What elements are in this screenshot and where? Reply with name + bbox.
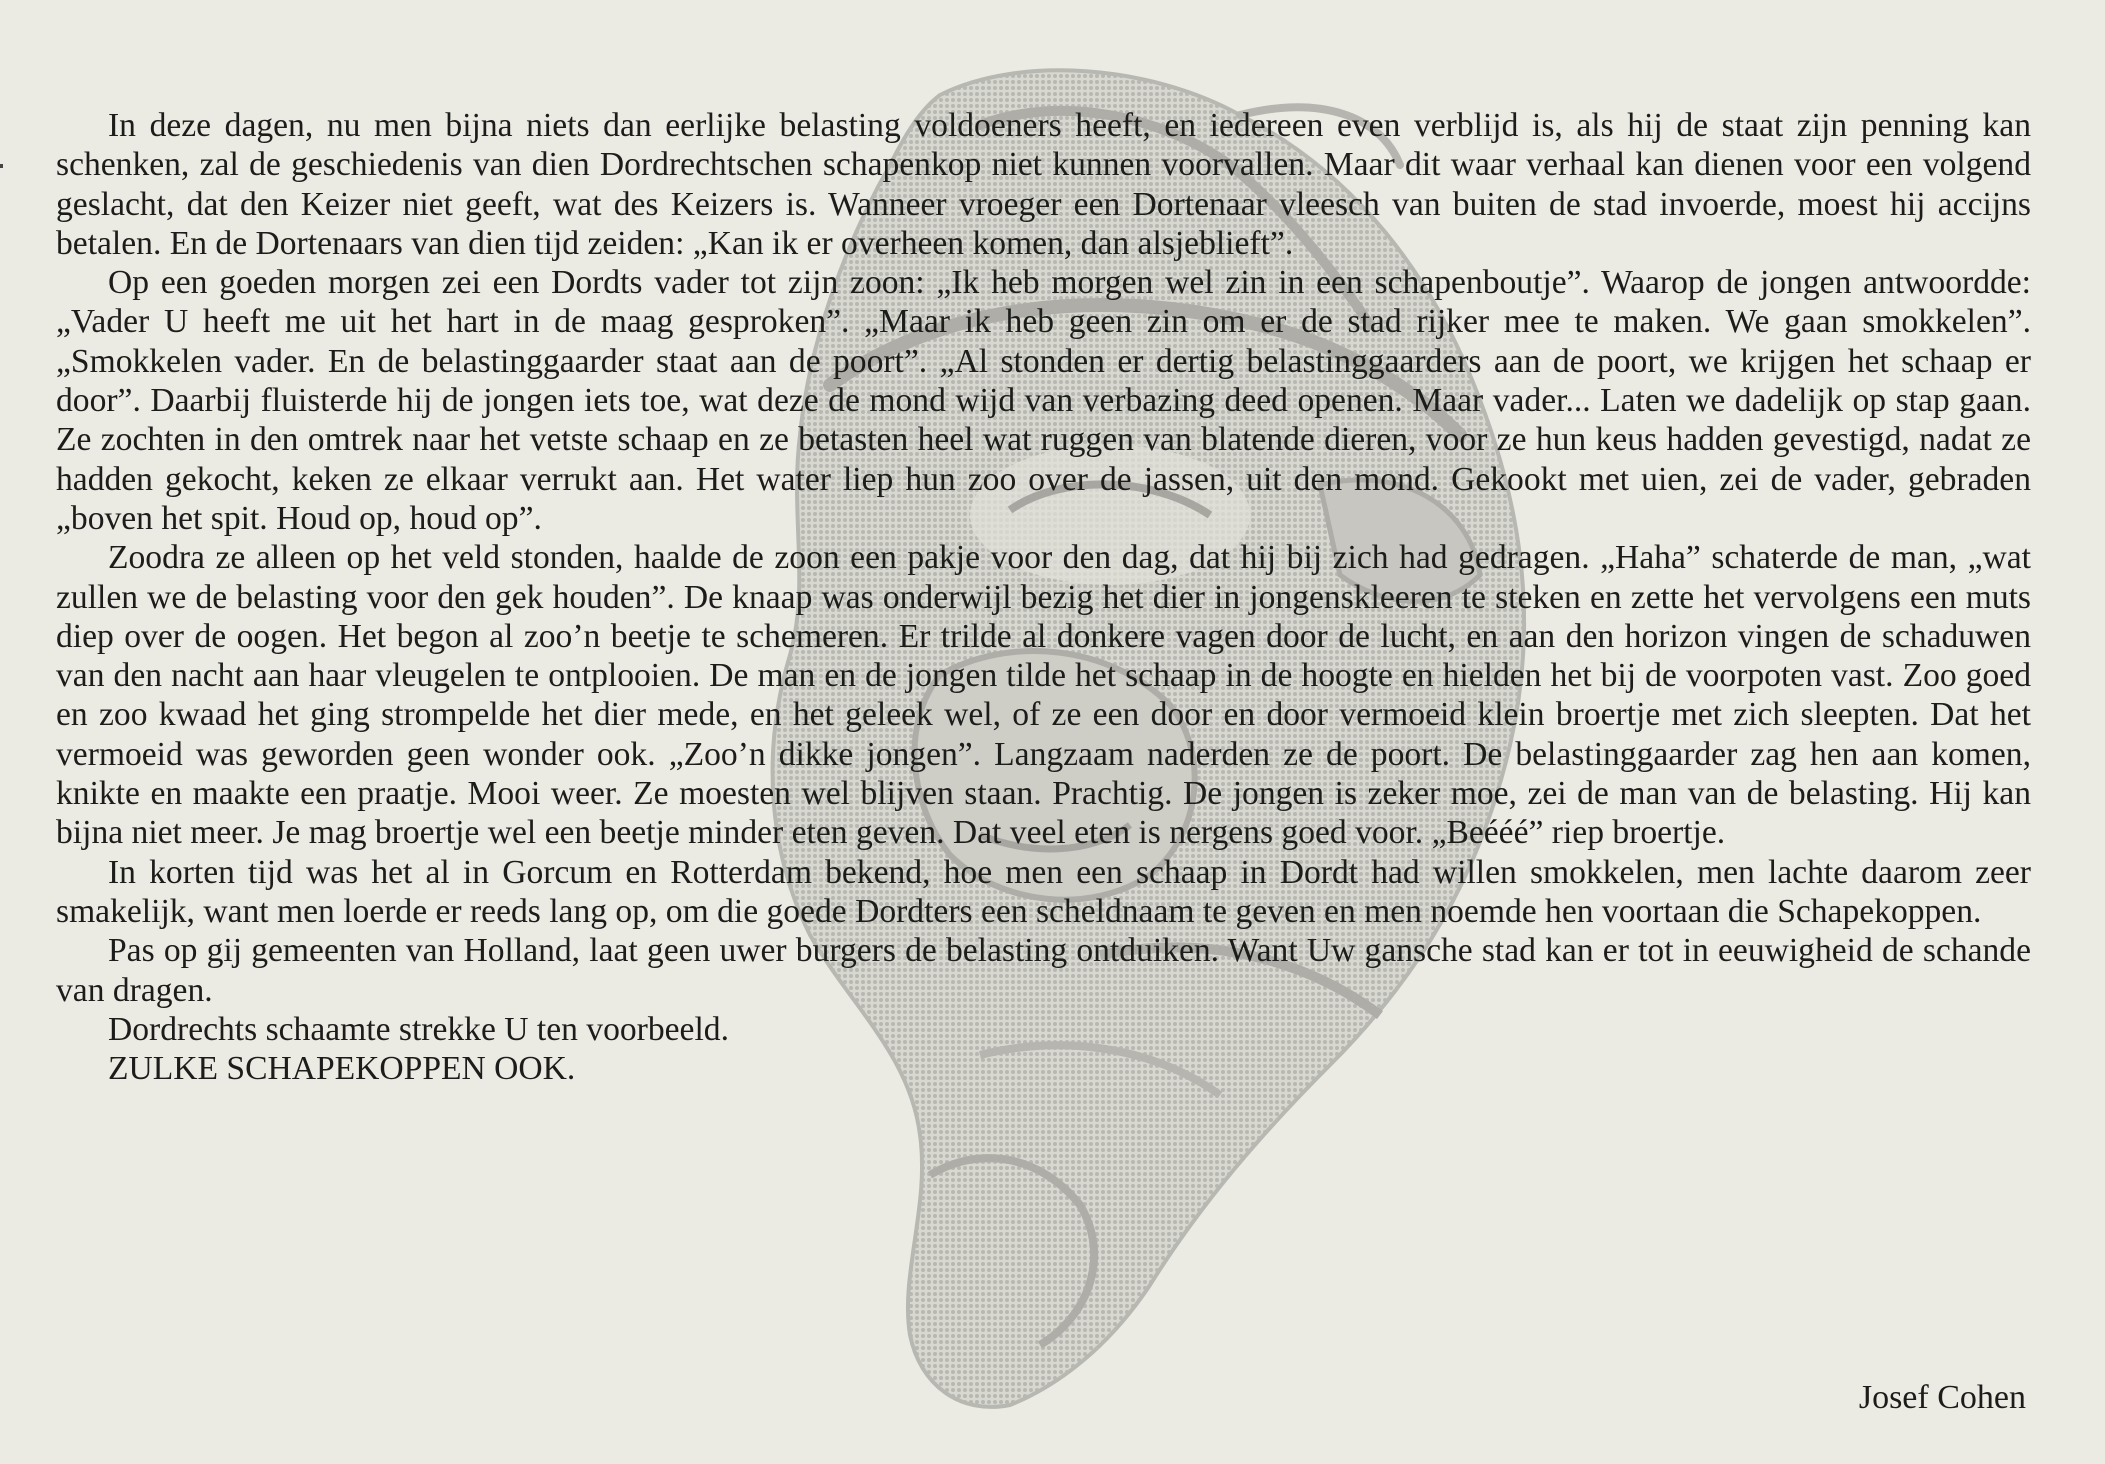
- author-signature: Josef Cohen: [1858, 1379, 2026, 1416]
- paragraph-reputation: In korten tijd was het al in Gorcum en Rotterdam bekend, hoe men een schaap in Dordt had willen smokkelen, men lachte daarom zeer smakelijk, want men loerde er reeds lang op, om die goede Dordters een scheldnaam te geven en men noemde hen voortaan die Schapekoppen.: [56, 853, 2031, 930]
- paragraph-closing: ZULKE SCHAPEKOPPEN OOK.: [108, 1050, 576, 1088]
- paragraph-example: Dordrechts schaamte strekke U ten voorbeeld.: [108, 1010, 729, 1048]
- paragraph-smuggling: Zoodra ze alleen op het veld stonden, haalde de zoon een pakje voor den dag, dat hij bij zich had gedragen. „Haha” schaterde de man, „wat zullen we de belasting voor den gek houden”. De knaap was onderwijl bezig het dier in jongenskleeren te steken en zette het vervolgens een muts diep over de oogen. Het begon al zoo’n beetje te schemeren. Er trilde al donkere vagen door de lucht, en aan den horizon vingen de schaduwen van den nacht aan haar vleugelen te ontplooien. De man en de jongen tilde het schaap in de hoogte en hielden het bij de voorpoten vast. Zoo goed en zoo kwaad het ging strompelde het dier mede, en het geleek wel, of ze een door en door vermoeid klein broertje met zich sleepten. Dat het vermoeid was geworden geen wonder ook. „Zoo’n dikke jongen”. Langzaam naderden ze de poort. De belastinggaarder zag hen aan komen, knikte en maakte een praatje. Mooi weer. Ze moesten wel blijven staan. Prachtig. De jongen is zeker moe, zei de man van de belasting. Hij kan bijna niet meer. Je mag broertje wel een beetje minder eten geven. Dat veel eten is nergens goed voor. „Beééé” riep broertje.: [56, 539, 2031, 852]
- paragraph-intro: In deze dagen, nu men bijna niets dan eerlijke belasting voldoeners heeft, en iedereen even verblijd is, als hij de staat zijn penning kan schenken, zal de geschiedenis van dien Dordrechtschen schapenkop niet kunnen voorvallen. Maar dit waar verhaal kan dienen voor een volgend geslacht, dat den Keizer niet geeft, wat des Keizers is. Wanneer vroeger een Dortenaar vleesch van buiten de stad invoerde, moest hij accijns betalen. En de Dortenaars van dien tijd zeiden: „Kan ik er overheen komen, dan alsjeblieft”.: [56, 107, 2031, 262]
- paragraph-warning: Pas op gij gemeenten van Holland, laat geen uwer burgers de belasting ontduiken. Want Uw gansche stad kan er tot in eeuwigheid de schande van dragen.: [56, 932, 2031, 1009]
- paragraph-morning: Op een goeden morgen zei een Dordts vader tot zijn zoon: „Ik heb morgen wel zin in een schapenboutje”. Waarop de jongen antwoordde: „Vader U heeft me uit het hart in de maag gesproken”. „Maar ik heb geen zin om er de stad rijker mee te maken. We gaan smokkelen”. „Smokkelen vader. En de belastinggaarder staat aan de poort”. „Al stonden er dertig belastinggaarders aan de poort, we krijgen het schaap er door”. Daarbij fluisterde hij de jongen iets toe, wat deze de mond wijd van verbazing deed openen. Maar vader... Laten we dadelijk op stap gaan. Ze zochten in den omtrek naar het vetste schaap en ze betasten heel wat ruggen van blatende dieren, voor ze hun keus hadden gevestigd, nadat ze hadden gekocht, keken ze elkaar verrukt aan. Het water liep hun zoo over de jassen, uit den mond. Gekookt met uien, zei de vader, gebraden „boven het spit. Houd op, houd op”.: [56, 264, 2031, 537]
- edge-mark: [0, 164, 3, 168]
- story-text: [56, 106, 2031, 1088]
